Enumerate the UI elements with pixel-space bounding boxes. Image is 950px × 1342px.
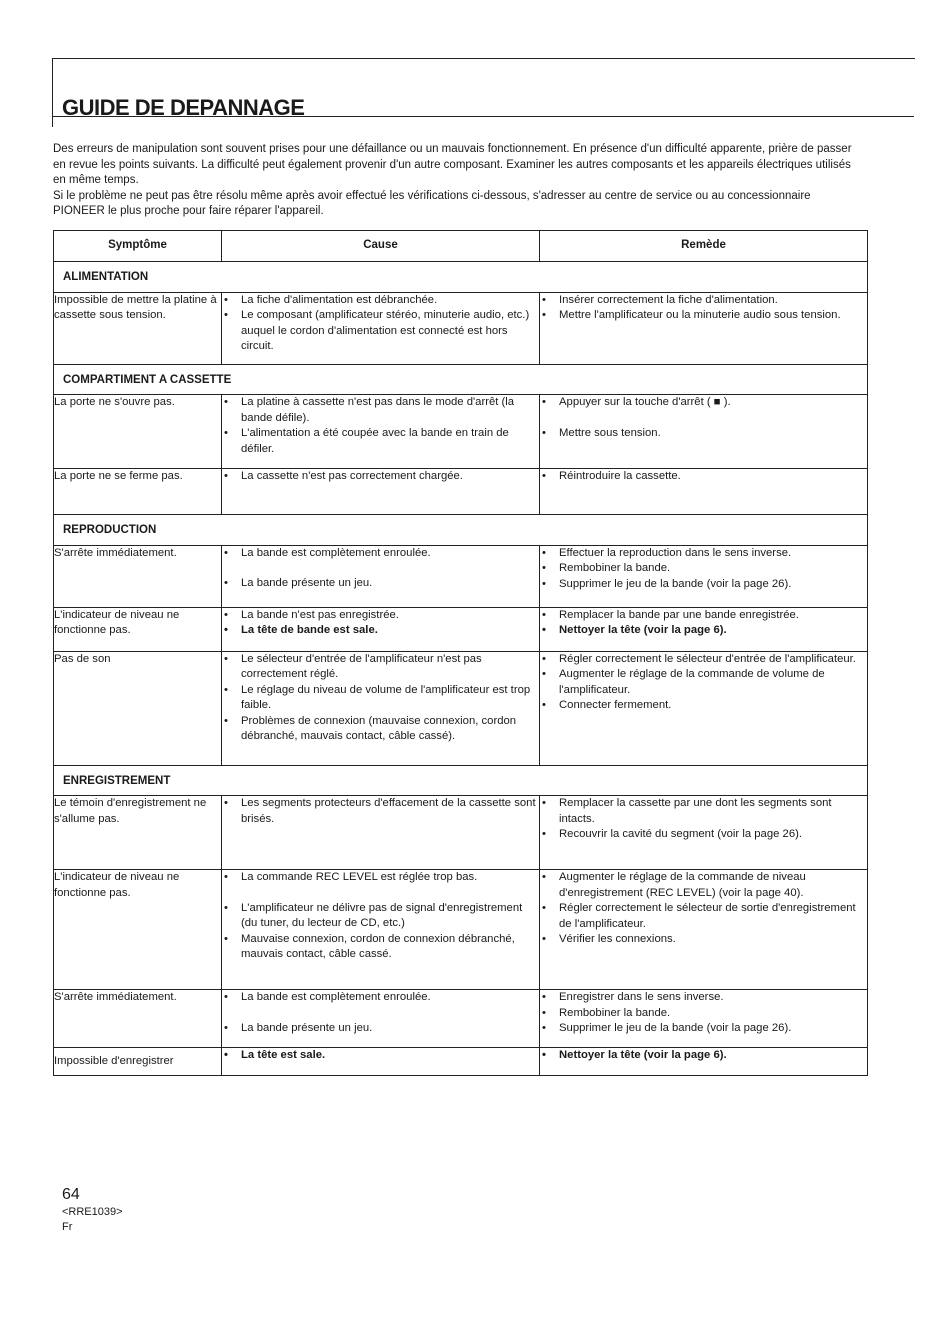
cause-cell xyxy=(222,870,540,990)
remedy-item: • Rembobiner la bande. xyxy=(540,1006,867,1022)
cause-cell xyxy=(222,395,540,469)
symptom-cell: L'indicateur de niveau ne fonctionne pas. xyxy=(54,607,222,651)
symptom-cell: S'arrête immédiatement. xyxy=(54,990,222,1048)
remedy-cell xyxy=(540,292,868,364)
table-row xyxy=(54,545,868,607)
cause-item: • La bande est complètement enroulée. xyxy=(222,546,539,562)
remedy-item: • Recouvrir la cavité du segment (voir la page 26). xyxy=(540,827,867,843)
remedy-item: • Remplacer la cassette par une dont les segments sont intacts. xyxy=(540,796,867,827)
page-footer xyxy=(62,1185,123,1235)
table-row xyxy=(54,651,868,765)
remedy-cell xyxy=(540,1048,868,1076)
section-row-enregistrement xyxy=(54,765,868,796)
cause-item: • La commande REC LEVEL est réglée trop bas. xyxy=(222,870,539,886)
cause-cell xyxy=(222,990,540,1048)
cause-item: • L'amplificateur ne délivre pas de signal d'enregistrement (du tuner, du lecteur de CD, etc.) xyxy=(222,901,539,932)
section-row-compartiment xyxy=(54,364,868,395)
symptom-cell: Impossible de mettre la platine à cassette sous tension. xyxy=(54,292,222,364)
cause-item: • La tête est sale. xyxy=(222,1048,539,1064)
remedy-item: • Supprimer le jeu de la bande (voir la page 26). xyxy=(540,1021,867,1037)
cause-item: • Le sélecteur d'entrée de l'amplificateur n'est pas correctement réglé. xyxy=(222,652,539,683)
remedy-item: • Insérer correctement la fiche d'alimentation. xyxy=(540,293,867,309)
document-code: <RRE1039> xyxy=(62,1206,123,1218)
remedy-item: • Mettre l'amplificateur ou la minuterie audio sous tension. xyxy=(540,308,867,324)
section-title: ALIMENTATION xyxy=(54,262,868,293)
cause-item: • La tête de bande est sale. xyxy=(222,623,539,639)
remedy-item: • Vérifier les connexions. xyxy=(540,932,867,948)
remedy-cell xyxy=(540,545,868,607)
remedy-cell xyxy=(540,990,868,1048)
cause-cell xyxy=(222,545,540,607)
header-cause: Cause xyxy=(222,231,540,262)
header-symptom: Symptôme xyxy=(54,231,222,262)
page-number: 64 xyxy=(62,1186,80,1203)
cause-item: • La bande présente un jeu. xyxy=(222,576,539,592)
cause-item: • La bande n'est pas enregistrée. xyxy=(222,608,539,624)
section-row-alimentation xyxy=(54,262,868,293)
table-row xyxy=(54,395,868,469)
cause-cell xyxy=(222,651,540,765)
table-row xyxy=(54,990,868,1048)
symptom-cell: La porte ne se ferme pas. xyxy=(54,469,222,515)
page-title: GUIDE DE DEPANNAGE xyxy=(62,95,305,120)
cause-cell xyxy=(222,1048,540,1076)
table-row xyxy=(54,292,868,364)
cause-item: • Les segments protecteurs d'effacement de la cassette sont brisés. xyxy=(222,796,539,827)
section-title: COMPARTIMENT A CASSETTE xyxy=(54,364,868,395)
remedy-cell xyxy=(540,607,868,651)
remedy-item: • Connecter fermement. xyxy=(540,698,867,714)
cause-item: • La platine à cassette n'est pas dans le mode d'arrêt (la bande défile). xyxy=(222,395,539,426)
remedy-item: • Nettoyer la tête (voir la page 6). xyxy=(540,623,867,639)
intro-text xyxy=(53,142,863,220)
cause-item: • Problèmes de connexion (mauvaise connexion, cordon débranché, mauvais contact, câble cassé). xyxy=(222,714,539,745)
symptom-cell: La porte ne s'ouvre pas. xyxy=(54,395,222,469)
symptom-cell: Le témoin d'enregistrement ne s'allume pas. xyxy=(54,796,222,870)
remedy-cell xyxy=(540,870,868,990)
cause-item: • La bande présente un jeu. xyxy=(222,1021,539,1037)
cause-cell xyxy=(222,469,540,515)
remedy-item: • Augmenter le réglage de la commande de volume de l'amplificateur. xyxy=(540,667,867,698)
cause-item: • Mauvaise connexion, cordon de connexion débranché, mauvais contact, câble cassé. xyxy=(222,932,539,963)
intro-paragraph: Des erreurs de manipulation sont souvent prises pour une défaillance ou un mauvais fonctionnement. En présence d'un difficulté apparente, prière de passer en revue les points suivants. La difficulté peut également provenir d'un autre composant. Examiner les autres composants et les appareils électriques utilisés en même temps. xyxy=(53,143,852,186)
remedy-item: • Augmenter le réglage de la commande de niveau d'enregistrement (REC LEVEL) (voir la page 40). xyxy=(540,870,867,901)
cause-cell xyxy=(222,796,540,870)
remedy-item: • Effectuer la reproduction dans le sens inverse. xyxy=(540,546,867,562)
troubleshooting-table xyxy=(53,230,868,1076)
remedy-item: • Remplacer la bande par une bande enregistrée. xyxy=(540,608,867,624)
symptom-cell: Impossible d'enregistrer xyxy=(54,1048,222,1076)
remedy-item: • Rembobiner la bande. xyxy=(540,561,867,577)
intro-paragraph: Si le problème ne peut pas être résolu même après avoir effectué les vérifications ci-dessous, s'adresser au centre de service ou au concessionnaire PIONEER le plus proche pour faire réparer l'appareil. xyxy=(53,189,811,217)
remedy-item: • Régler correctement le sélecteur d'entrée de l'amplificateur. xyxy=(540,652,867,668)
symptom-cell: Pas de son xyxy=(54,651,222,765)
header-remedy: Remède xyxy=(540,231,868,262)
remedy-cell xyxy=(540,651,868,765)
remedy-item: • Régler correctement le sélecteur de sortie d'enregistrement de l'amplificateur. xyxy=(540,901,867,932)
symptom-cell: L'indicateur de niveau ne fonctionne pas. xyxy=(54,870,222,990)
cause-cell xyxy=(222,292,540,364)
table-row xyxy=(54,607,868,651)
table-row xyxy=(54,469,868,515)
remedy-item: • Réintroduire la cassette. xyxy=(540,469,867,485)
cause-item: • L'alimentation a été coupée avec la bande en train de défiler. xyxy=(222,426,539,457)
language-code: Fr xyxy=(62,1221,73,1233)
remedy-item: • Enregistrer dans le sens inverse. xyxy=(540,990,867,1006)
remedy-cell xyxy=(540,469,868,515)
symptom-cell: S'arrête immédiatement. xyxy=(54,545,222,607)
remedy-cell xyxy=(540,395,868,469)
cause-item: • Le composant (amplificateur stéréo, minuterie audio, etc.) auquel le cordon d'alimentation est connecté est hors circuit. xyxy=(222,308,539,355)
cause-item: • La cassette n'est pas correctement chargée. xyxy=(222,469,539,485)
table-header-row xyxy=(54,231,868,262)
remedy-item: • Supprimer le jeu de la bande (voir la page 26). xyxy=(540,577,867,593)
cause-item: • La bande est complètement enroulée. xyxy=(222,990,539,1006)
cause-cell xyxy=(222,607,540,651)
table-row xyxy=(54,870,868,990)
section-row-reproduction xyxy=(54,515,868,546)
table-row xyxy=(54,1048,868,1076)
table-row xyxy=(54,796,868,870)
remedy-item: • Nettoyer la tête (voir la page 6). xyxy=(540,1048,867,1064)
cause-item: • Le réglage du niveau de volume de l'amplificateur est trop faible. xyxy=(222,683,539,714)
section-title: ENREGISTREMENT xyxy=(54,765,868,796)
remedy-item: • Appuyer sur la touche d'arrêt ( ■ ). xyxy=(540,395,867,411)
section-title: REPRODUCTION xyxy=(54,515,868,546)
remedy-cell xyxy=(540,796,868,870)
cause-item: • La fiche d'alimentation est débranchée. xyxy=(222,293,539,309)
remedy-item: • Mettre sous tension. xyxy=(540,426,867,442)
